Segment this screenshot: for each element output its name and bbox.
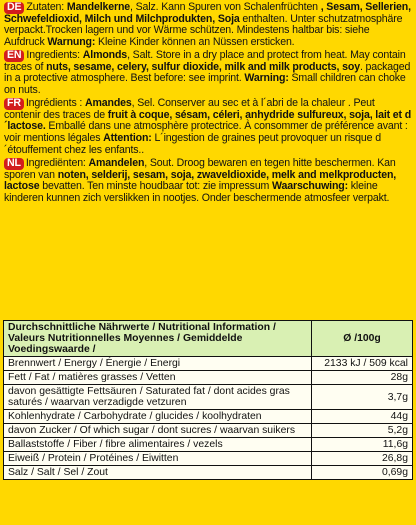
- nutrient-value: 5,2g: [312, 424, 413, 438]
- section-nl: [0, 156, 416, 204]
- table-row: [4, 438, 413, 452]
- section-fr: [0, 96, 416, 156]
- nutrient-label: Brennwert / Energy / Énergie / Energi: [4, 357, 312, 371]
- nutrient-value: 11,6g: [312, 438, 413, 452]
- text-run: Ingredients:: [26, 49, 83, 62]
- table-header-row: [4, 321, 413, 357]
- table-row: [4, 452, 413, 466]
- text-run: , Salt.: [127, 49, 154, 62]
- text-run: Kann Spuren von Schalenfrüchten: [158, 1, 321, 13]
- nutrient-label: Fett / Fat / matières grasses / Vetten: [4, 371, 312, 385]
- nutrient-value: 26,8g: [312, 452, 413, 466]
- text-run: fruit à coque, sésam, céleri, anhydride sulfureux, soja, lait et d´lactose.: [4, 108, 412, 133]
- section-de: [0, 0, 416, 48]
- text-run: Zutaten:: [26, 1, 67, 13]
- lang-badge-fr: FR: [4, 98, 24, 110]
- text-run: . packaged in a protective atmosphere. Best before: see imprint.: [4, 60, 411, 85]
- nutrient-label: Eiweiß / Protein / Protéines / Eiwitten: [4, 452, 312, 466]
- text-en: [4, 49, 410, 96]
- text-run: nuts, sesame, celery, sulfur dioxide, milk and milk products, soy: [46, 60, 360, 73]
- nutrient-value: 3,7g: [312, 385, 413, 410]
- nutrient-label: Kohlenhydrate / Carbohydrate / glucides / koolhydraten: [4, 410, 312, 424]
- nutrient-value: 0,69g: [312, 466, 413, 480]
- table-row: [4, 466, 413, 480]
- text-run: Conserver au sec et à l´abri de la chaleur . Peut contenir des traces de: [4, 97, 375, 121]
- text-run: kleine kinderen kunnen zich verslikken in nootjes. Onder beschermende atmosfeer verpakt.: [4, 180, 390, 204]
- text-run: Emballé dans une atmosphère protectrice. À consommer de préférence avant : voir mentions légales: [4, 120, 408, 145]
- section-en: [0, 48, 416, 96]
- text-de: [4, 1, 411, 48]
- nutrition-table-wrap: [3, 320, 413, 480]
- nutrient-value: 28g: [312, 371, 413, 385]
- table-row: [4, 410, 413, 424]
- text-run: Almonds: [82, 49, 128, 62]
- text-run: bevatten. Ten minste houdbaar tot: zie impressum: [39, 180, 273, 193]
- nutrient-value: 44g: [312, 410, 413, 424]
- nutrient-value: 2133 kJ / 509 kcal: [312, 357, 413, 371]
- nutrition-table: [3, 320, 413, 480]
- text-run: Ingrediënten:: [25, 157, 89, 170]
- text-run: Droog bewaren en tegen hitte beschermen. Kan sporen van: [4, 157, 396, 181]
- text-run: Attention:: [103, 132, 152, 145]
- nutrient-label: davon gesättigte Fettsäuren / Saturated fat / dont acides gras saturés / waarvan verzadigde vetzuren: [4, 385, 312, 410]
- nutrition-body: [4, 357, 413, 480]
- header-left: Durchschnittliche Nährwerte / Nutritional Information / Valeurs Nutritionnelles Moyennes / Gemiddelde Voedingswaarde /: [4, 321, 312, 357]
- text-run: , Salz.: [130, 1, 159, 13]
- table-row: [4, 424, 413, 438]
- table-row: [4, 371, 413, 385]
- nutrient-label: Salz / Salt / Sel / Zout: [4, 466, 312, 480]
- text-run: noten, selderij, sesam, soja, zwaveldioxide, melk and melkproducten, lactose: [4, 168, 397, 193]
- text-run: Ingrédients :: [25, 97, 85, 110]
- table-row: [4, 385, 413, 410]
- table-row: [4, 357, 413, 371]
- text-run: enthalten. Unter schutzatmosphäre verpackt.Trocken lagern und vor Wärme schützen. Mindestens haltbar bis: siehe Aufdruck: [4, 12, 403, 48]
- header-right: Ø /100g: [312, 321, 413, 357]
- nutrient-label: Ballaststoffe / Fiber / fibre alimentaires / vezels: [4, 438, 312, 452]
- text-nl: [4, 157, 396, 204]
- text-run: Warnung:: [47, 35, 96, 48]
- lang-badge-en: EN: [4, 50, 24, 62]
- text-run: , Sesam, Sellerien, Schwefeldioxid, Milch und Milchprodukten, Soja: [4, 1, 411, 25]
- lang-badge-nl: NL: [4, 158, 24, 170]
- text-run: , Sel.: [131, 97, 155, 110]
- text-run: Mandelkerne: [66, 1, 131, 13]
- nutrient-label: davon Zucker / Of which sugar / dont sucres / waarvan suikers: [4, 424, 312, 438]
- text-fr: [4, 97, 411, 155]
- text-run: , Sout.: [144, 157, 174, 170]
- text-run: Small children can choke on nuts.: [4, 72, 406, 96]
- text-run: Amandelen: [88, 157, 145, 170]
- lang-badge-de: DE: [4, 2, 24, 14]
- text-run: Store in a dry place and protect from heat. May contain traces of: [4, 49, 406, 73]
- text-run: L´ingestion de graines peut provoquer un risque d´étouffement chez les enfants..: [4, 132, 381, 156]
- text-run: Waarschuwing:: [272, 180, 348, 193]
- text-run: Warning:: [244, 72, 289, 85]
- text-run: Kleine Kinder können an Nüssen ersticken.: [95, 35, 295, 48]
- text-run: Amandes: [84, 97, 132, 110]
